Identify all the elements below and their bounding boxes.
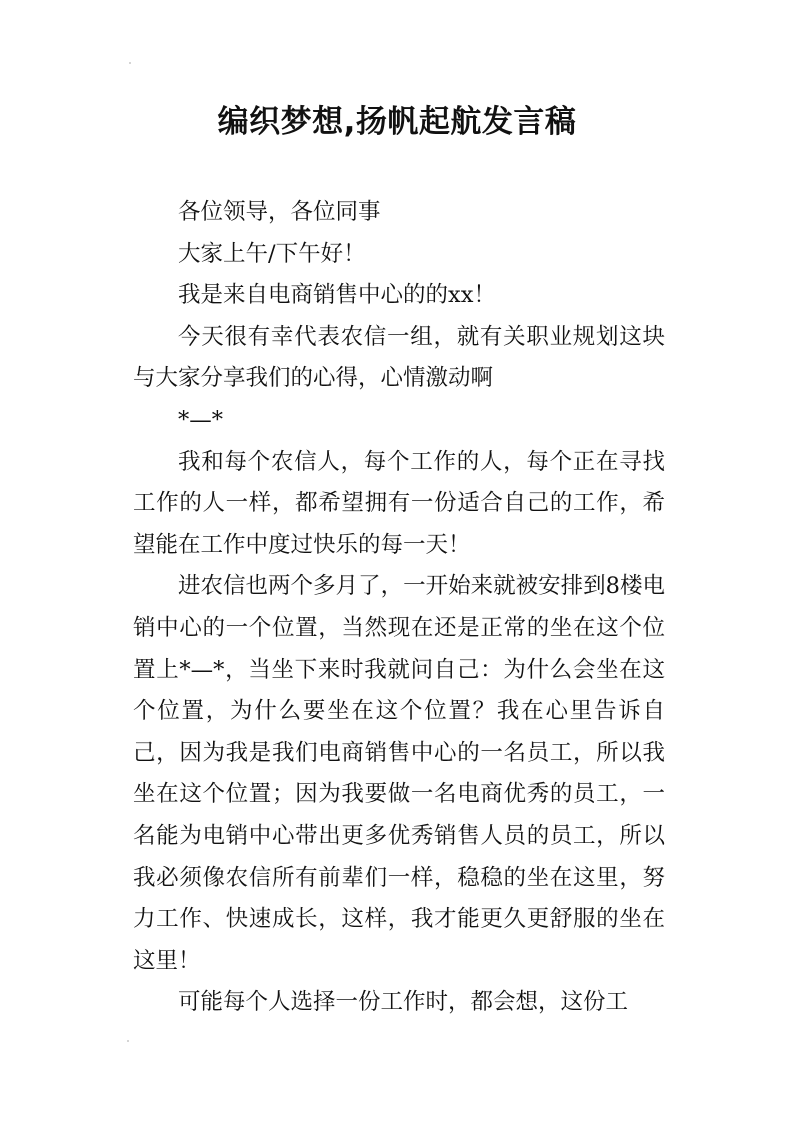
paragraph-greeting: 各位领导，各位同事 xyxy=(178,199,381,225)
scan-speck xyxy=(129,62,131,64)
paragraph-separator: *—* xyxy=(178,406,223,433)
paragraph-experience: 进农信也两个多月了，一开始来就被安排到8楼电销中心的一个位置，当然现在还是正常的坐在这个位置上*—*，当坐下来时我就问自己：为什么会坐在这个位置，为什么要坐在这个位置？我在心里告诉自己，因为我是我们电商销售中心的一名员工，所以我坐在这个位置；因为我要做一名电商优秀的员工，一名能为电销中心带出更多优秀销售人员的员工，所以我必须像农信所有前辈们一样，稳稳的坐在这里，努力工作、快速成长，这样，我才能更久更舒服的坐在这里！ xyxy=(133,573,665,974)
paragraph-topic: 今天很有幸代表农信一组，就有关职业规划这块与大家分享我们的心得，心情激动啊 xyxy=(133,323,665,392)
paragraph-wish: 我和每个农信人，每个工作的人，每个正在寻找工作的人一样，都希望拥有一份适合自己的工作，希望能在工作中度过快乐的每一天！ xyxy=(133,448,665,558)
scan-speck xyxy=(127,1040,129,1042)
paragraph-salutation: 大家上午/下午好！ xyxy=(178,240,366,267)
document-title: 编织梦想,扬帆起航发言稿 xyxy=(217,104,577,140)
paragraph-continued: 可能每个人选择一份工作时，都会想，这份工 xyxy=(178,989,629,1016)
document-body xyxy=(133,192,665,1024)
paragraph-self-intro: 我是来自电商销售中心的的xx！ xyxy=(178,282,496,309)
